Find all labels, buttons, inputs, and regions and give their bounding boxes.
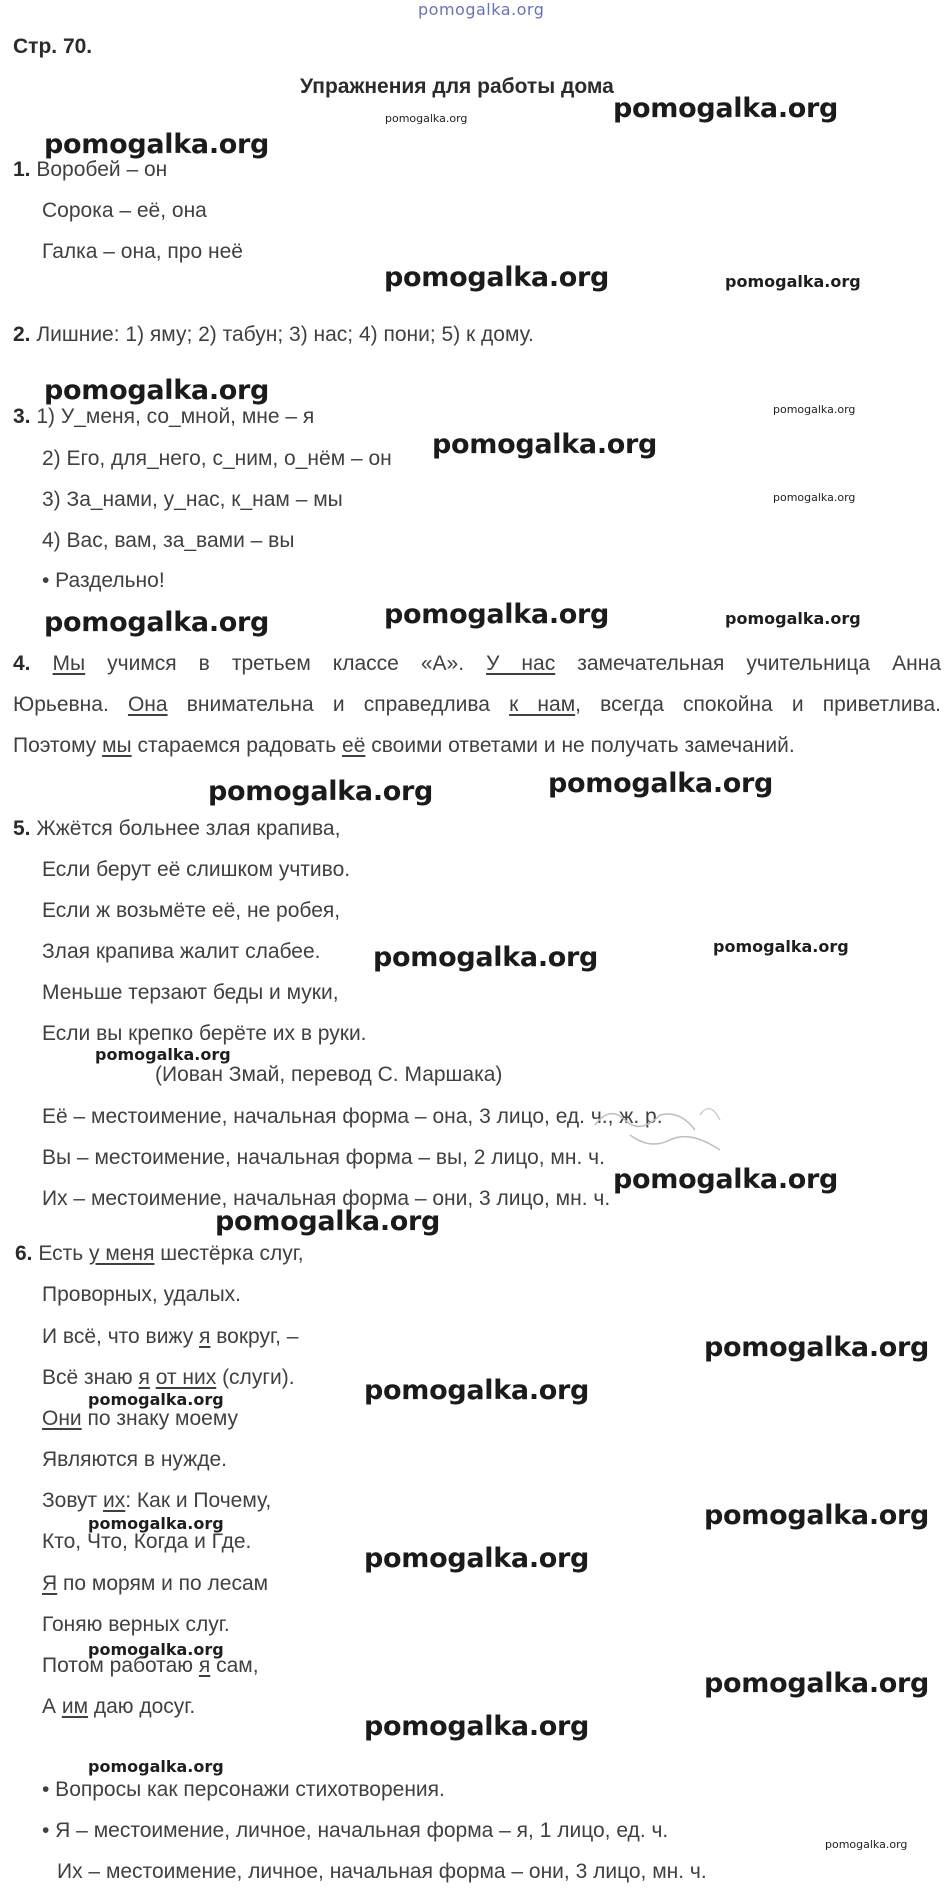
exercise-4-text: своими ответами и не получать замечаний. (365, 734, 795, 757)
exercise-1-line-1 (13, 157, 167, 183)
section-title: Упражнения для работы дома (300, 75, 614, 98)
poem-text: сам, (210, 1654, 259, 1677)
exercise-4-text: Юрьевна. (13, 693, 128, 716)
poem-text: по морям и по лесам (57, 1572, 269, 1595)
poem-text: А (42, 1695, 62, 1718)
exercise-1-line-2: Сорока – её, она (42, 199, 207, 222)
poem-text: по знаку моему (81, 1407, 239, 1430)
watermark: pomogalka.org (44, 129, 270, 160)
pronoun-underlined: её (342, 734, 366, 757)
analysis-line: Её – местоимение, начальная форма – она, 3 лицо, ед. ч., ж. р. (42, 1105, 663, 1128)
poem-line (42, 1365, 295, 1391)
exercise-3-line-2: 2) Его, для_него, с_ним, о_нём – он (42, 447, 392, 470)
pronoun-underlined: У нас (486, 652, 556, 675)
poem-line: Если берут её слишком учтиво. (42, 858, 351, 881)
exercise-4-number: 4. (13, 652, 31, 675)
pronoun-underlined: я (198, 1654, 211, 1677)
poem-text: : Как и Почему, (125, 1489, 272, 1512)
exercise-3-text: 1) У_меня, со_мной, мне – я (36, 405, 315, 428)
exercise-3-number: 3. (13, 405, 31, 428)
exercise-4-text: , всегда спокойна и приветлива. (575, 693, 941, 716)
exercise-6-number: 6. (15, 1242, 33, 1265)
poem-text: Потом работаю (42, 1654, 199, 1677)
watermark: pomogalka.org (713, 937, 849, 956)
watermark: pomogalka.org (613, 1164, 839, 1195)
poem-line: Жжётся больнее злая крапива, (36, 817, 341, 840)
watermark: pomogalka.org (704, 1668, 930, 1699)
pronoun-underlined: их (103, 1489, 126, 1512)
exercise-3-line-4: 4) Вас, вам, за_вами – вы (42, 529, 295, 552)
watermark: pomogalka.org (725, 609, 861, 628)
analysis-line: Их – местоимение, начальная форма – они, 3 лицо, мн. ч. (42, 1187, 611, 1210)
watermark: pomogalka.org (384, 262, 610, 293)
watermark: pomogalka.org (385, 112, 468, 125)
watermark: pomogalka.org (613, 93, 839, 124)
pronoun-underlined: Я (42, 1572, 58, 1595)
watermark: pomogalka.org (773, 491, 856, 504)
exercise-2-number: 2. (13, 323, 31, 346)
exercise-5-line-1 (13, 816, 340, 842)
watermark: pomogalka.org (364, 1375, 590, 1406)
exercise-4-text: внимательна и справедлива (167, 693, 510, 716)
poem-line (42, 1653, 259, 1679)
exercise-4-text: стараемся радовать (131, 734, 343, 757)
watermark: pomogalka.org (364, 1543, 590, 1574)
poem-line (42, 1694, 195, 1720)
pronoun-underlined: Мы (52, 652, 86, 675)
watermark: pomogalka.org (704, 1332, 930, 1363)
poem-line: Гоняю верных слуг. (42, 1613, 230, 1636)
pronoun-underlined: я (138, 1366, 150, 1389)
poem-text: (слуги). (216, 1366, 295, 1389)
exercise-1-line-3: Галка – она, про неё (42, 240, 243, 263)
poem-line: Проворных, удалых. (42, 1283, 242, 1306)
watermark: pomogalka.org (373, 942, 599, 973)
poem-line: Если ж возьмёте её, не робея, (42, 899, 341, 922)
poem-text: шестёрка слуг, (154, 1242, 304, 1265)
poem-text: Есть (38, 1242, 90, 1265)
watermark: pomogalka.org (88, 1390, 224, 1409)
poem-line: Если вы крепко берёте их в руки. (42, 1022, 367, 1045)
poem-line: Кто, Что, Когда и Где. (42, 1530, 252, 1553)
poem-text: вокруг, – (210, 1325, 299, 1348)
watermark: pomogalka.org (704, 1500, 930, 1531)
poem-text: Зовут (42, 1489, 104, 1512)
top-watermark: pomogalka.org (418, 0, 545, 19)
exercise-4-line-1 (13, 651, 941, 677)
exercise-1-number: 1. (13, 158, 31, 181)
page-number: Стр. 70. (13, 35, 93, 58)
poem-line (42, 1406, 238, 1432)
pronoun-underlined: от них (155, 1366, 217, 1389)
exercise-4-text: замечательная учительница Анна (555, 652, 942, 675)
exercise-3-line-1 (13, 404, 314, 430)
watermark: pomogalka.org (384, 599, 610, 630)
exercise-4-line-2 (13, 692, 941, 718)
pen-scribble (590, 1095, 750, 1165)
watermark: pomogalka.org (432, 429, 658, 460)
watermark: pomogalka.org (44, 607, 270, 638)
exercise-6-line-1 (15, 1241, 304, 1267)
watermark: pomogalka.org (548, 768, 774, 799)
pronoun-underlined: я (199, 1325, 211, 1348)
exercise-5-number: 5. (13, 817, 31, 840)
pronoun-underlined: Она (127, 693, 168, 716)
watermark: pomogalka.org (825, 1838, 908, 1851)
poem-line (42, 1571, 268, 1597)
poem-text: И всё, что вижу (42, 1325, 200, 1348)
poem-line (42, 1488, 271, 1514)
exercise-3-line-3: 3) За_нами, у_нас, к_нам – мы (42, 488, 343, 511)
exercise-2-text: Лишние: 1) яму; 2) табун; 3) нас; 4) пони; 5) к дому. (36, 323, 534, 346)
pronoun-underlined: к нам (509, 693, 576, 716)
pronoun-underlined: мы (102, 734, 132, 757)
watermark: pomogalka.org (88, 1640, 224, 1659)
watermark: pomogalka.org (44, 375, 270, 406)
exercise-4-line-3 (13, 733, 795, 759)
poem-line: Являются в нужде. (42, 1448, 227, 1471)
pronoun-underlined: у меня (89, 1242, 155, 1265)
watermark: pomogalka.org (88, 1514, 224, 1533)
exercise-4-text: учимся в третьем классе «А». (85, 652, 487, 675)
poem-line: Меньше терзают беды и муки, (42, 981, 339, 1004)
poem-text: Всё знаю (42, 1366, 139, 1389)
poem-text: даю досуг. (88, 1695, 196, 1718)
watermark: pomogalka.org (773, 403, 856, 416)
watermark: pomogalka.org (215, 1206, 441, 1237)
exercise-2 (13, 322, 534, 348)
poem-line (42, 1324, 298, 1350)
poem-author: (Иован Змай, перевод С. Маршака) (155, 1063, 503, 1086)
exercise-1-text: Воробей – он (36, 158, 168, 181)
poem-line: Злая крапива жалит слабее. (42, 940, 321, 963)
exercise-3-line-5: • Раздельно! (42, 569, 165, 592)
watermark: pomogalka.org (364, 1711, 590, 1742)
bullet-line: Их – местоимение, личное, начальная форма – они, 3 лицо, мн. ч. (57, 1860, 707, 1883)
watermark: pomogalka.org (95, 1045, 231, 1064)
watermark: pomogalka.org (208, 776, 434, 807)
watermark: pomogalka.org (725, 272, 861, 291)
bullet-line: • Вопросы как персонажи стихотворения. (42, 1778, 445, 1801)
pronoun-underlined: Они (42, 1407, 82, 1430)
analysis-line: Вы – местоимение, начальная форма – вы, 2 лицо, мн. ч. (42, 1146, 605, 1169)
exercise-4-text: Поэтому (13, 734, 103, 757)
bullet-line: • Я – местоимение, личное, начальная форма – я, 1 лицо, ед. ч. (42, 1819, 669, 1842)
watermark: pomogalka.org (88, 1757, 224, 1776)
pronoun-underlined: им (61, 1695, 89, 1718)
